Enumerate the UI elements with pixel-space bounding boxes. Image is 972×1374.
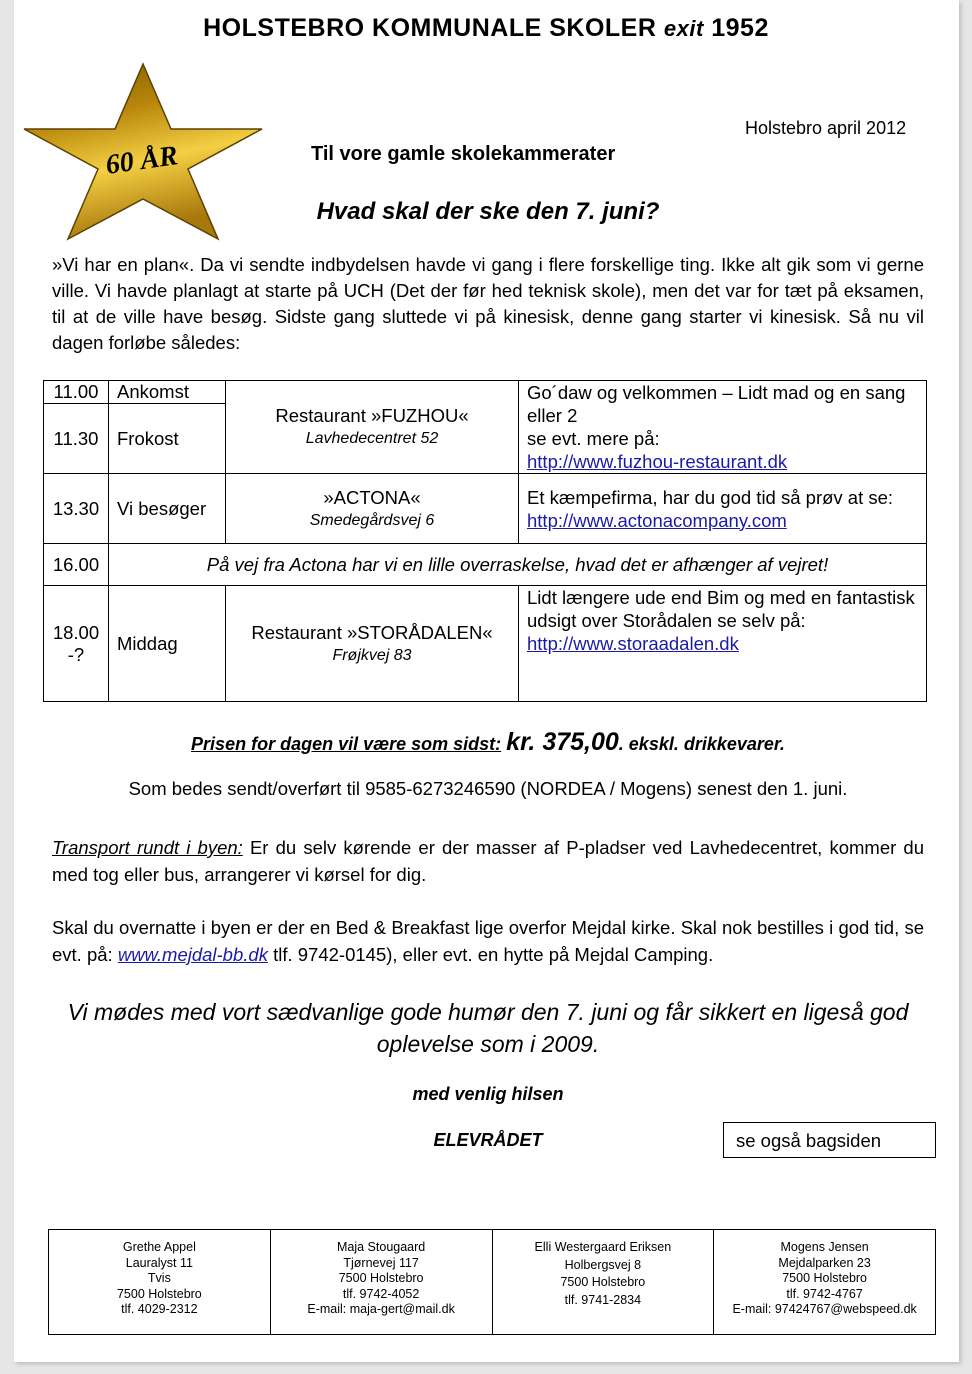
headline: Hvad skal der ske den 7. juni? (316, 198, 660, 225)
program-table (43, 380, 927, 702)
info-text: Lidt længere ude end Bim og med en fantastisk udsigt over Storådalen se selv på: (527, 587, 915, 631)
contact-card (49, 1230, 271, 1334)
contacts-footer (48, 1229, 936, 1335)
table-row (44, 544, 927, 586)
contact-line: 7500 Holstebro (560, 1275, 646, 1289)
activity-cell: Frokost (109, 404, 226, 474)
info-cell (519, 586, 927, 702)
title-exit-word: exit (663, 16, 704, 41)
lodging-text: Skal du overnatte i byen er der en Bed & Breakfast lige overfor Mejdal kirke. Skal nok bestilles i god tid, se evt. på: (52, 917, 924, 965)
contact-name: Grethe Appel (122, 1240, 196, 1254)
table-row (44, 474, 927, 544)
contact-line: Tvis (147, 1271, 171, 1285)
transport-label: Transport rundt i byen: (52, 837, 243, 858)
contact-email: E-mail: 97424767@webspeed.dk (732, 1302, 917, 1316)
surprise-note: På vej fra Actona har vi en lille overraskelse, hvad det er afhænger af vejret! (109, 544, 927, 586)
title-text: HOLSTEBRO KOMMUNALE SKOLER (203, 14, 657, 42)
time-cell: 16.00 (44, 544, 109, 586)
activity-cell: Middag (109, 586, 226, 702)
payment-info: Som bedes sendt/overført til 9585-6273246590 (NORDEA / Mogens) senest den 1. juni. (128, 778, 848, 799)
info-text: Et kæmpefirma, har du god tid så prøv at se: (527, 486, 894, 508)
place-cell (226, 586, 519, 702)
contact-line: 7500 Holstebro (338, 1271, 424, 1285)
place-cell (226, 381, 519, 474)
contact-line: Tjørnevej 117 (343, 1255, 419, 1270)
storaadalen-link[interactable]: http://www.storaadalen.dk (527, 633, 739, 654)
info-text: Go´daw og velkommen – Lidt mad og en sang eller 2 (527, 382, 906, 426)
signature: ELEVRÅDET (433, 1130, 543, 1150)
time-cell: 13.30 (44, 474, 109, 544)
place-address: Smedegårdsvej 6 (309, 511, 435, 529)
actona-link[interactable]: http://www.actonacompany.com (527, 509, 787, 531)
contact-name: Mogens Jensen (780, 1240, 869, 1254)
table-row (44, 586, 927, 702)
place-name: Restaurant »FUZHOU« (275, 405, 469, 426)
place-cell (226, 474, 519, 544)
place-name: Restaurant »STORÅDALEN« (251, 621, 493, 643)
lodging-text-after: tlf. 9742-0145), eller evt. en hytte på Mejdal Camping. (267, 944, 714, 965)
price-suffix: . ekskl. drikkevarer. (618, 734, 785, 754)
regards-line: med venlig hilsen (412, 1084, 564, 1104)
badge-text: 60 ÅR (103, 140, 180, 181)
contact-line: tlf. 9741-2834 (564, 1292, 642, 1307)
page-title (0, 14, 972, 43)
see-back-note: se også bagsiden (723, 1122, 936, 1158)
activity-cell: Vi besøger (109, 474, 226, 544)
place-address: Lavhedecentret 52 (305, 430, 439, 447)
transport-text: Er du selv kørende er der masser af P-pladser ved Lavhedecentret, kommer du med tog eller bus, arrangerer vi kørsel for dig. (52, 837, 924, 885)
greeting: Til vore gamle skolekammerater (311, 143, 616, 165)
contact-line: tlf. 4029-2312 (121, 1302, 198, 1316)
contact-line: 7500 Holstebro (782, 1271, 868, 1285)
title-year: 1952 (711, 14, 769, 42)
activity-cell: Ankomst (109, 381, 226, 404)
place-name: »ACTONA« (323, 486, 421, 508)
contact-email: E-mail: maja-gert@mail.dk (307, 1302, 455, 1316)
contact-name: Elli Westergaard Eriksen (534, 1240, 672, 1254)
mejdal-bb-link[interactable]: www.mejdal-bb.dk (117, 944, 268, 965)
transport-paragraph (52, 834, 924, 888)
time-cell (44, 586, 109, 702)
intro-paragraph: »Vi har en plan«. Da vi sendte indbydelsen havde vi gang i flere forskellige ting. Ikke alt gik som vi gerne ville. Vi havde planlagt at starte på UCH (Det der før hed teknisk skole), men det var for tæt på eksamen, til at de ville have besøg. Sidste gang sluttede vi på kinesisk, denne gang starter vi kinesisk. Så nu vil dagen forløbe således: (52, 254, 924, 353)
fuzhou-link[interactable]: http://www.fuzhou-restaurant.dk (527, 451, 788, 472)
price-label: Prisen for dagen vil være som sidst: (191, 734, 502, 754)
closing-paragraph: Vi mødes med vort sædvanlige gode humør den 7. juni og får sikkert en ligeså god oplevelse som i 2009. (67, 999, 909, 1057)
contact-card (271, 1230, 493, 1334)
time-cell: 11.00 (44, 381, 109, 404)
contact-line: Holbergsvej 8 (564, 1257, 642, 1272)
price-amount: kr. 375,00 (506, 728, 619, 756)
contact-card (493, 1230, 715, 1334)
place-address: Frøjkvej 83 (332, 646, 412, 664)
price-line (0, 728, 972, 757)
info-text: se evt. mere på: (527, 428, 660, 449)
letter-date: Holstebro april 2012 (745, 118, 907, 138)
info-cell (519, 381, 927, 474)
time-end: -? (67, 643, 85, 665)
time-start: 18.00 (52, 621, 100, 643)
contact-card (714, 1230, 935, 1334)
info-cell (519, 474, 927, 544)
contact-line: tlf. 9742-4767 (786, 1286, 863, 1301)
contact-line: Mejdalparken 23 (778, 1255, 871, 1270)
contact-line: tlf. 9742-4052 (342, 1286, 420, 1301)
table-row (44, 381, 927, 404)
lodging-paragraph (52, 914, 924, 968)
contact-line: 7500 Holstebro (116, 1286, 202, 1301)
contact-line: Lauralyst 11 (125, 1255, 193, 1270)
time-cell: 11.30 (44, 404, 109, 474)
contact-name: Maja Stougaard (336, 1240, 426, 1254)
